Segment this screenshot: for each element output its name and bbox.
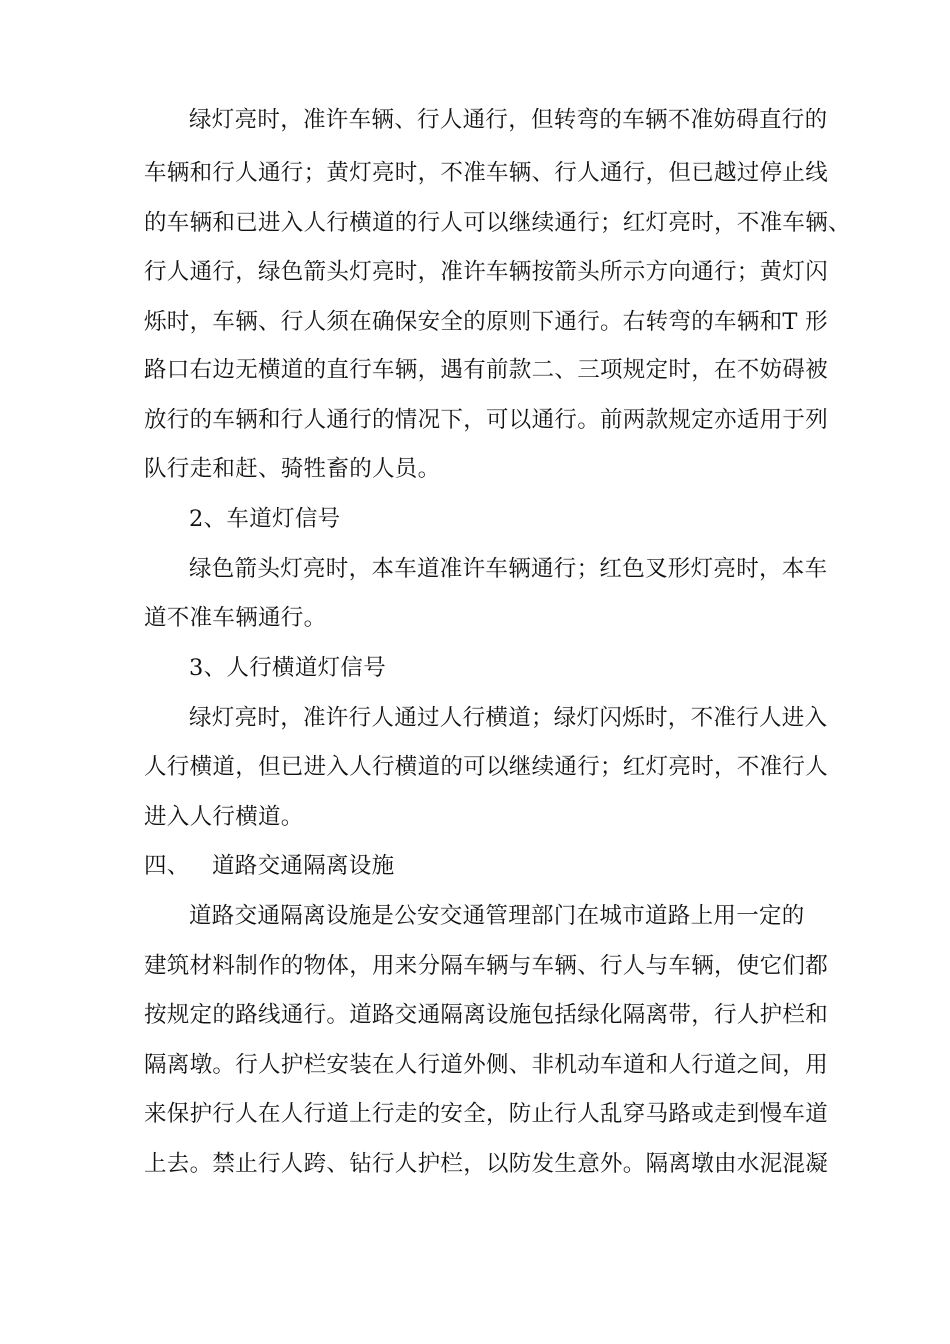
text-line: 烁时，车辆、行人须在确保安全的原则下通行。右转弯的车辆和T 形: [144, 309, 828, 335]
subheading-crosswalk-signals: 3、人行横道灯信号: [189, 655, 387, 681]
subheading-lane-signals: 2、车道灯信号: [189, 506, 341, 532]
text-line: 放行的车辆和行人通行的情况下，可以通行。前两款规定亦适用于列: [144, 407, 829, 433]
text-line: 隔离墩。行人护栏安装在人行道外侧、非机动车道和人行道之间，用: [144, 1052, 829, 1078]
section-title: 道路交通隔离设施: [212, 853, 395, 879]
text-line: 人行横道，但已进入人行横道的可以继续通行；红灯亮时，不准行人: [144, 754, 829, 780]
text-line: 队行走和赶、骑牲畜的人员。: [144, 456, 441, 482]
text-line: 道不准车辆通行。: [144, 605, 327, 631]
text-line: 路口右边无横道的直行车辆，遇有前款二、三项规定时，在不妨碍被: [144, 357, 829, 383]
text-line: 行人通行，绿色箭头灯亮时，准许车辆按箭头所示方向通行；黄灯闪: [144, 259, 829, 285]
text-line: 进入人行横道。: [144, 804, 304, 830]
text-line: 车辆和行人通行；黄灯亮时，不准车辆、行人通行，但已越过停止线: [144, 160, 829, 186]
text-line: 绿色箭头灯亮时，本车道准许车辆通行；红色叉形灯亮时，本车: [189, 556, 828, 582]
text-line: 按规定的路线通行。道路交通隔离设施包括绿化隔离带，行人护栏和: [144, 1002, 829, 1028]
text-line: 上去。禁止行人跨、钻行人护栏，以防发生意外。隔离墩由水泥混凝: [144, 1151, 829, 1177]
text-line: 绿灯亮时，准许车辆、行人通行，但转弯的车辆不准妨碍直行的: [189, 107, 828, 133]
section-number: 四、: [144, 853, 190, 879]
text-line: 来保护行人在人行道上行走的安全，防止行人乱穿马路或走到慢车道: [144, 1101, 829, 1127]
text-line: 建筑材料制作的物体，用来分隔车辆与车辆、行人与车辆，使它们都: [144, 953, 829, 979]
text-line: 的车辆和已进入人行横道的行人可以继续通行；红灯亮时，不准车辆、: [144, 210, 851, 236]
text-line: 绿灯亮时，准许行人通过人行横道；绿灯闪烁时，不准行人进入: [189, 705, 828, 731]
text-line: 道路交通隔离设施是公安交通管理部门在城市道路上用一定的: [189, 903, 805, 929]
